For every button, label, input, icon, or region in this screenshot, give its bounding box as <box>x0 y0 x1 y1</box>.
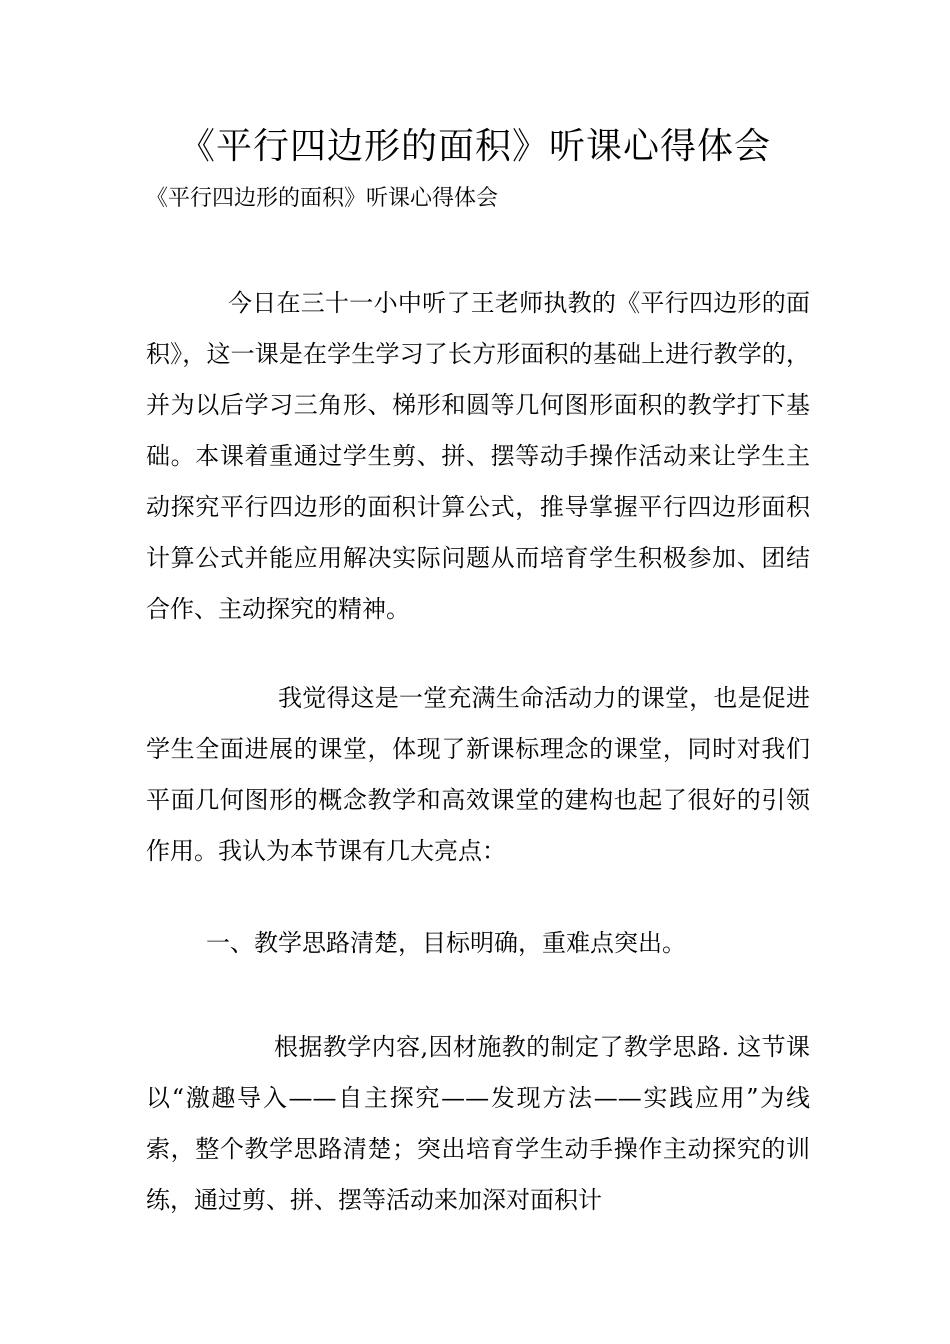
paragraph-impression: 我觉得这是一堂充满生命活动力的课堂，也是促进学生全面进展的课堂，体现了新课标理念的课堂，同时对我们平面几何图形的概念教学和高效课堂的建构也起了很好的引领作用。我认为本节课有几大亮点： <box>146 684 810 865</box>
document-title: 《平行四边形的面积》听课心得体会 <box>178 126 771 167</box>
section-heading-1: 一、教学思路清楚，目标明确，重难点突出。 <box>206 929 686 957</box>
paragraph-teaching-approach: 根据教学内容,因材施教的制定了教学思路. 这节课以“激趣导入——自主探究——发现方法——实践应用”为线索，整个教学思路清楚；突出培育学生动手操作主动探究的训练，通过剪、拼、摆等活动来加深对面积计 <box>146 1033 810 1214</box>
document-subtitle: 《平行四边形的面积》听课心得体会 <box>146 186 499 211</box>
paragraph-intro: 今日在三十一小中听了王老师执教的《平行四边形的面积》，这一课是在学生学习了长方形面积的基础上进行教学的，并为以后学习三角形、梯形和圆等几何图形面积的教学打下基础。本课着重通过学生剪、拼、摆等动手操作活动来让学生主动探究平行四边形的面积计算公式，推导掌握平行四边形面积计算公式并能应用解决实际问题从而培育学生积极参加、团结合作、主动探究的精神。 <box>146 289 810 623</box>
